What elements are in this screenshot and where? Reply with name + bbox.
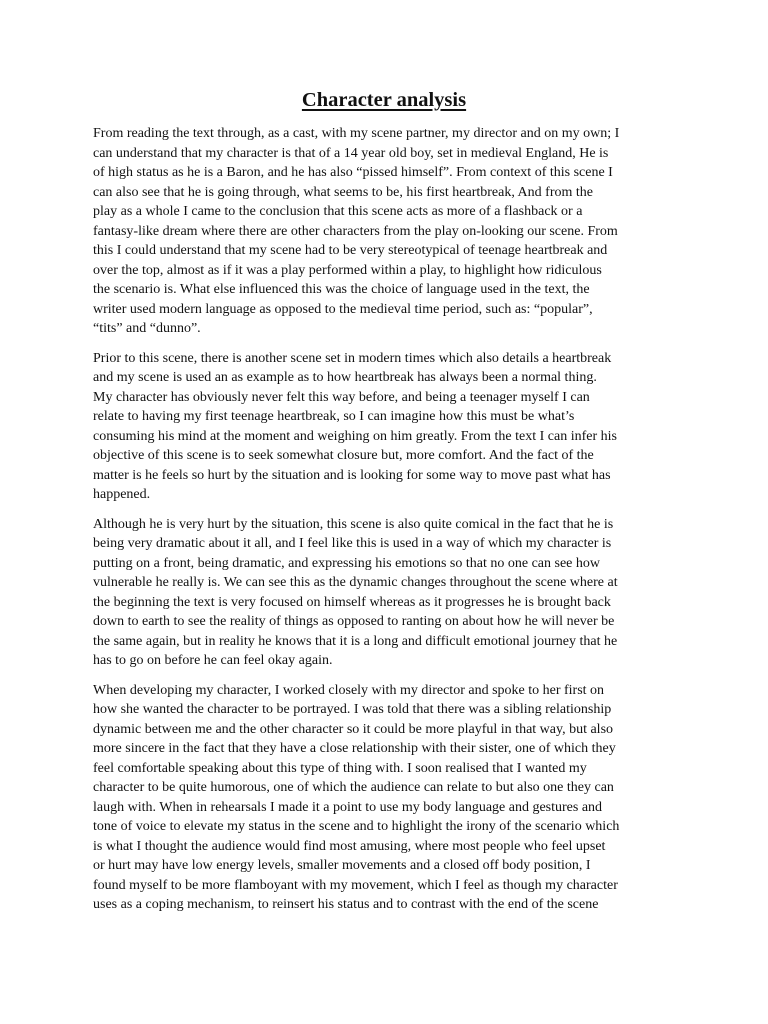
- paragraph-line: happened.: [93, 487, 151, 502]
- paragraph-line: objective of this scene is to seek somewhat closure but, more comfort. And the fact of the: [93, 448, 594, 463]
- paragraph-line: vulnerable he really is. We can see this as the dynamic changes throughout the scene where at: [93, 575, 618, 590]
- paragraph-line: My character has obviously never felt this way before, and being a teenager myself I can: [93, 389, 590, 405]
- paragraph-line: relate to having my first teenage heartbreak, so I can imagine how this must be what’s: [93, 409, 575, 424]
- paragraph-line: being very dramatic about it all, and I feel like this is used in a way of which my character is: [93, 536, 612, 551]
- paragraph-line: matter is he feels so hurt by the situation and is looking for some way to move past what has: [93, 467, 611, 483]
- paragraph-line: the same again, but in reality he knows that it is a long and difficult emotional journey that he: [93, 633, 618, 649]
- paragraph-line: feel comfortable speaking about this type of thing with. I soon realised that I wanted my: [93, 760, 587, 776]
- paragraph-line: play as a whole I came to the conclusion that this scene acts as more of a flashback or a: [93, 204, 583, 219]
- paragraph-line: “tits” and “dunno”.: [93, 321, 201, 336]
- paragraph-line: the scenario is. What else influenced this was the choice of language used in the text, the: [93, 282, 590, 297]
- paragraph-line: When developing my character, I worked closely with my director and spoke to her first on: [93, 682, 605, 698]
- paragraph-line: this I could understand that my scene had to be very stereotypical of teenage heartbreak and: [93, 243, 608, 258]
- paragraph-line: tone of voice to elevate my status in the scene and to highlight the irony of the scenario which: [93, 819, 620, 834]
- paragraph-line: consuming his mind at the moment and weighing on him greatly. From the text I can infer his: [93, 428, 617, 444]
- paragraph-line: laugh with. When in rehearsals I made it a point to use my body language and gestures and: [93, 799, 603, 815]
- paragraph-line: character to be quite humorous, one of which the audience can relate to but also one they can: [93, 780, 614, 795]
- paragraph-4: [93, 681, 683, 915]
- paragraph-line: uses as a coping mechanism, to reinsert his status and to contrast with the end of the scene: [93, 897, 599, 912]
- paragraph-line: Although he is very hurt by the situation, this scene is also quite comical in the fact that he is: [93, 516, 614, 532]
- paragraph-line: of high status as he is a Baron, and he has also “pissed himself”. From context of this scene I: [93, 165, 613, 180]
- paragraph-line: and my scene is used an as example as to how heartbreak has always been a normal thing.: [93, 370, 597, 385]
- paragraph-1: [93, 124, 683, 339]
- paragraph-line: dynamic between me and the other character so it could be more playful in that way, but also: [93, 721, 614, 737]
- paragraph-line: or hurt may have low energy levels, smaller movements and a closed off body position, I: [93, 858, 591, 873]
- paragraph-3: [93, 515, 683, 671]
- paragraph-2: [93, 349, 683, 505]
- paragraph-line: down to earth to see the reality of things as opposed to ranting on about how he will never be: [93, 614, 615, 629]
- paragraph-line: more sincere in the fact that they have a close relationship with their sister, one of which they: [93, 741, 616, 756]
- document-title: Character analysis: [301, 89, 467, 111]
- paragraph-line: is what I thought the audience would find most amusing, where most people who feel upset: [93, 838, 606, 854]
- paragraph-line: has to go on before he can feel okay again.: [93, 653, 333, 668]
- paragraph-line: can also see that he is going through, what seems to be, his first heartbreak, And from the: [93, 184, 593, 200]
- paragraph-line: can understand that my character is that of a 14 year old boy, set in medieval England, He is: [93, 145, 609, 161]
- paragraph-line: fantasy-like dream where there are other characters from the play on-looking our scene. From: [93, 223, 618, 239]
- paragraph-line: putting on a front, being dramatic, and expressing his emotions so that no one can see how: [93, 555, 601, 571]
- paragraph-line: found myself to be more flamboyant with my movement, which I feel as though my character: [93, 877, 618, 893]
- paragraph-line: writer used modern language as opposed to the medieval time period, such as: “popular”,: [93, 301, 593, 317]
- paragraph-line: how she wanted the character to be portrayed. I was told that there was a sibling relationship: [93, 702, 612, 717]
- document-body: [93, 124, 683, 925]
- paragraph-line: From reading the text through, as a cast, with my scene partner, my director and on my own; I: [93, 126, 620, 141]
- paragraph-line: the beginning the text is very focused on himself whereas as it progresses he is brought back: [93, 594, 611, 610]
- paragraph-line: over the top, almost as if it was a play performed within a play, to highlight how ridiculous: [93, 262, 602, 278]
- paragraph-line: Prior to this scene, there is another scene set in modern times which also details a heartbreak: [93, 350, 612, 366]
